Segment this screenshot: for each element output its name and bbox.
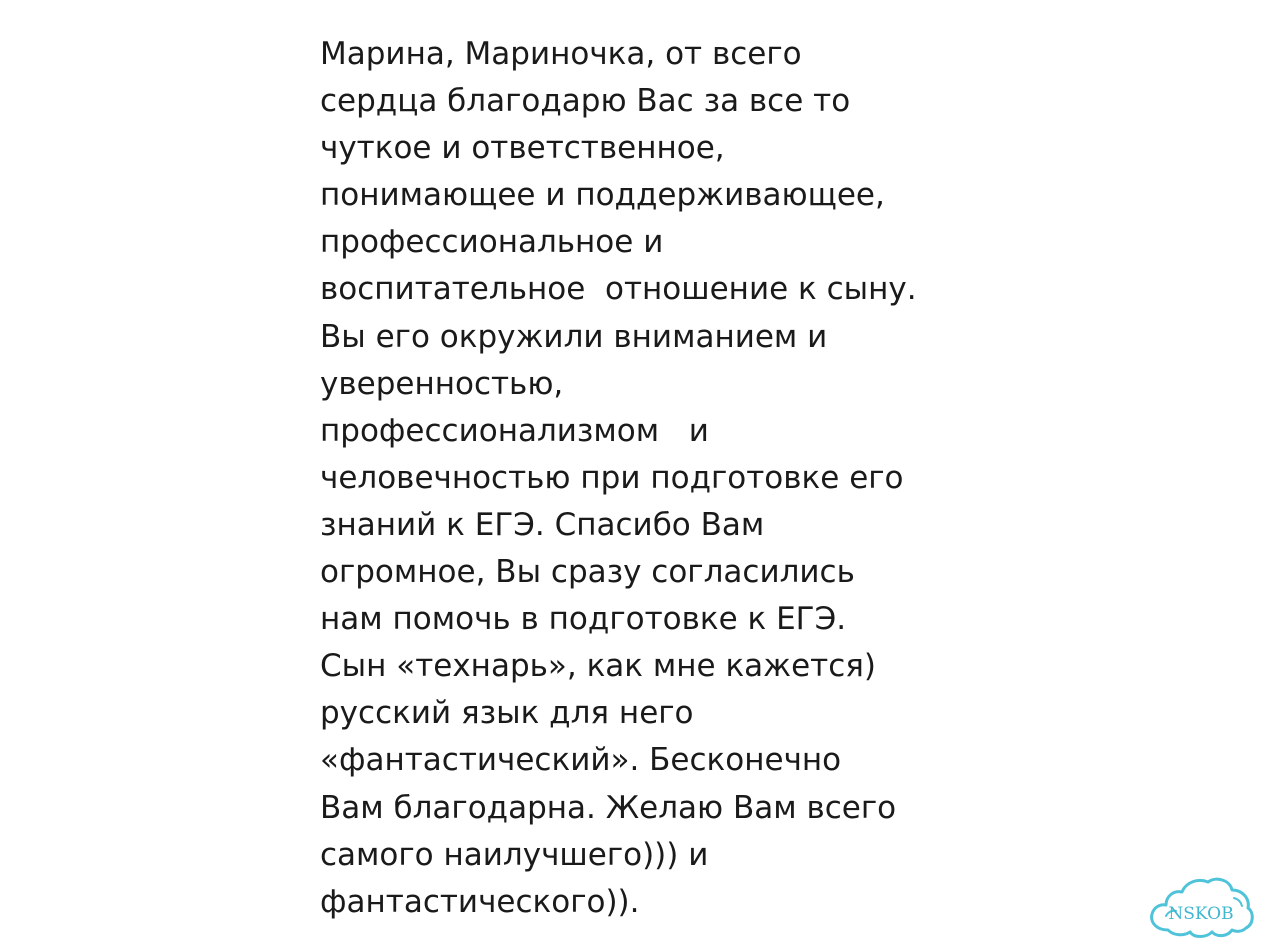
cloud-icon (1146, 872, 1256, 944)
text-line: уверенностью, (320, 365, 564, 402)
text-line: Сын «технарь», как мне кажется) (320, 648, 877, 685)
watermark-logo (1146, 872, 1256, 944)
text-line: человечностью при подготовке его (320, 459, 904, 496)
text-line: профессиональное и (320, 224, 664, 261)
text-line: понимающее и поддерживающее, (320, 177, 885, 214)
text-line: Вы его окружили вниманием и (320, 318, 828, 355)
text-line: сердца благодарю Вас за все то (320, 83, 851, 120)
text-line: нам помочь в подготовке к ЕГЭ. (320, 601, 847, 638)
text-line: фантастического)). (320, 883, 640, 920)
testimonial-text (320, 31, 1020, 926)
watermark-text: NSKOB (1168, 904, 1234, 924)
text-line: профессионализмом и (320, 412, 709, 449)
text-line: огромное, Вы сразу согласились (320, 554, 855, 591)
text-line: воспитательное отношение к сыну. (320, 271, 917, 308)
text-line: русский язык для него (320, 695, 694, 732)
text-line: чуткое и ответственное, (320, 130, 725, 167)
text-line: самого наилучшего))) и (320, 836, 709, 873)
text-line: Вам благодарна. Желаю Вам всего (320, 789, 897, 826)
text-line: «фантастический». Бесконечно (320, 742, 842, 779)
text-line: Марина, Мариночка, от всего (320, 36, 802, 72)
text-line: знаний к ЕГЭ. Спасибо Вам (320, 506, 765, 543)
